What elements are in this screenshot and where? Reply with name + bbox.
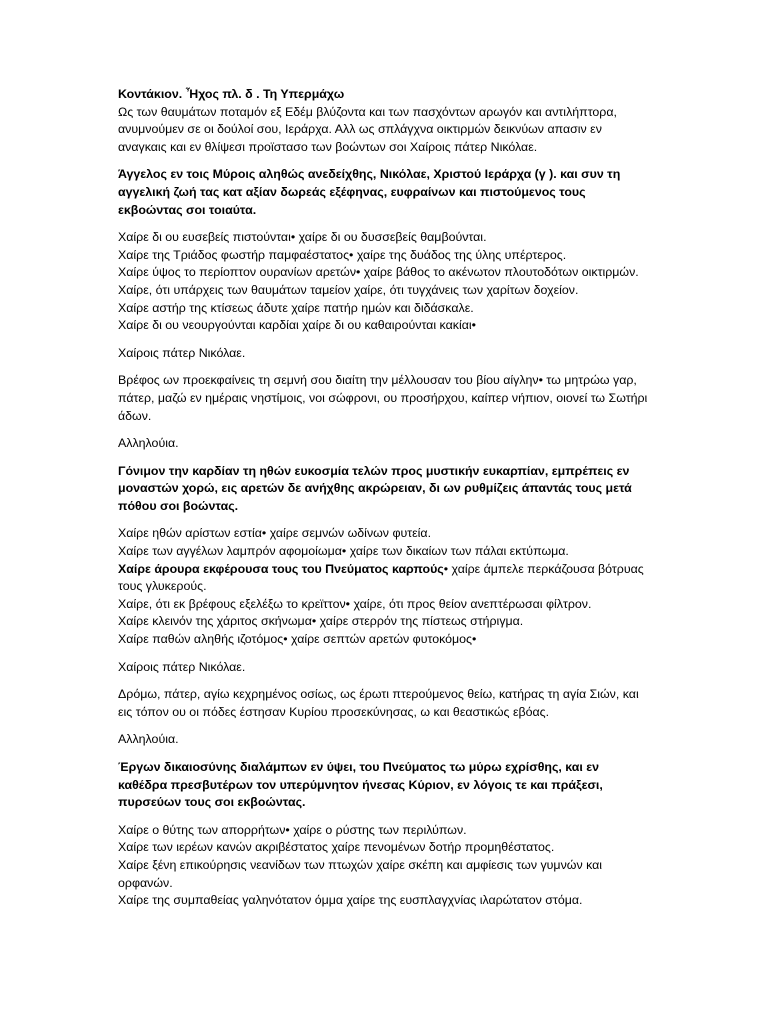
- kontakion-2-paragraph: Βρέφος ων προεκφαίνεις τη σεμνή σου διαίτη την μέλλουσαν του βίου αίγλην• τω μητρώω γαρ, πάτερ, μαζώ εν ημέραις νηστίμοις, νοι σώφρονι, ου προσήρχου, καίπερ νήπιον, οιονεί τω Σωτήρι άδων.: [118, 373, 648, 423]
- oikos-1-heading: Άγγελος εν τοις Μύροις αληθώς ανεδείχθης, Νικόλαε, Χριστού Ιεράρχα (γ ). και συν τη αγγελική ζωή τας κατ αξίαν δωρεάς εξέφηνας, ευφραίνων και πιστούμενος τους εκβοώντας σοι τοιαύτα.: [118, 167, 621, 217]
- chairetismos-line: Χαίρε αστήρ της κτίσεως άδυτε χαίρε πατήρ ημών και διδάσκαλε.: [118, 300, 474, 315]
- chairetismos-text-part: Χαίρε παθών αληθής ιζοτόμος• χαίρε σεπτών αρετών φυτοκόμος•: [118, 632, 477, 647]
- chairetismoi-3: [118, 822, 650, 910]
- chairetismos-line: Χαίρε της συμπαθείας γαληνότατον όμμα χαίρε της ευσπλαγχνίας ιλαρώτατον στόμα.: [118, 893, 583, 908]
- kontakion-heading: Κοντάκιον. Ἦχος πλ. δ . Τη Υπερμάχω: [118, 87, 345, 101]
- chairetismos-text-part: Χαίρε κλεινόν της χάριτος σκήνωμα• χαίρε στερρόν της πίστεως στήριγμα.: [118, 614, 524, 629]
- chairetismos-text-part: Χαίρε των αγγέλων λαμπρόν αφομοίωμα• χαίρε των δικαίων των πάλαι εκτύπωμα.: [118, 544, 569, 559]
- oikos-3-heading: Έργων δικαιοσύνης διαλάμπων εν ύψει, του Πνεύματος τω μύρω εχρίσθης, και εν καθέδρα πρεσβυτέρων τον υπερύμνητον ήνεσας Κύριον, εν λόγοις τε και πράξεσι, πυρσεύων τους σοι εκβοώντας.: [118, 760, 603, 810]
- kontakion-paragraph: [118, 86, 650, 156]
- chairetismos-line: Χαίρε, ότι υπάρχεις των θαυμάτων ταμείον χαίρε, ότι τυγχάνεις των χαρίτων δοχείον.: [118, 282, 579, 297]
- chairetismos-text-part: • χαίρε άμπελε περκάζουσα βότρυας τους γλυκερούς.: [118, 561, 644, 594]
- refrain-alleluia: Αλληλούια.: [118, 732, 179, 747]
- chairetismos-text-part: Χαίρε, ότι εκ βρέφους εξελέξω το κρεϊττον• χαίρε, ότι προς θείον ανεπτέρωσαι φίλτρον.: [118, 596, 592, 611]
- refrain-alleluia: Αλληλούια.: [118, 436, 179, 451]
- chairetismos-line: Χαίρε δι ου ευσεβείς πιστούνται• χαίρε δι ου δυσσεβείς θαμβούνται.: [118, 230, 487, 245]
- chairetismos-line: Χαίρε ο θύτης των απορρήτων• χαίρε ο ρύστης των περιλύπων.: [118, 822, 467, 837]
- refrain-chairois: Χαίροις πάτερ Νικόλαε.: [118, 345, 246, 360]
- refrain-chairois: Χαίροις πάτερ Νικόλαε.: [118, 659, 246, 674]
- chairetismos-line: [118, 613, 650, 631]
- chairetismos-line: Χαίρε των ιερέων κανών ακριβέστατος χαίρε πενομένων δοτήρ προμηθέστατος.: [118, 840, 555, 855]
- chairetismos-line: [118, 543, 650, 561]
- chairetismos-line: Χαίρε ξένη επικούρησις νεανίδων των πτωχών χαίρε σκέπη και αμφίεσις των γυμνών και ορφανών.: [118, 857, 603, 890]
- chairetismos-line: [118, 561, 650, 596]
- document-page: [118, 86, 650, 920]
- chairetismos-line: [118, 525, 650, 543]
- chairetismos-text-part: Χαίρε ηθών αρίστων εστία• χαίρε σεμνών ωδίνων φυτεία.: [118, 526, 432, 541]
- chairetismos-bold-part: Χαίρε άρουρα εκφέρουσα τους του Πνεύματος καρπούς: [118, 561, 444, 576]
- chairetismoi-2: [118, 525, 650, 648]
- chairetismos-line: Χαίρε δι ου νεουργούνται καρδίαι χαίρε δι ου καθαιρούνται κακίαι•: [118, 318, 476, 333]
- chairetismos-line: Χαίρε της Τριάδος φωστήρ παμφαέστατος• χαίρε της δυάδος της ύλης υπέρτερος.: [118, 247, 567, 262]
- chairetismos-line: [118, 596, 650, 614]
- kontakion-3-paragraph: Δρόμω, πάτερ, αγίω κεχρημένος οσίως, ως έρωτι πτερούμενος θείω, κατήρας τη αγία Σιών, και εις τόπον ου οι πόδες έστησαν Κυρίου προσεκύνησας, ω και θεαστικώς εβόας.: [118, 687, 639, 719]
- chairetismos-line: Χαίρε ύψος το περίοπτον ουρανίων αρετών• χαίρε βάθος το ακένωτον πλουτοδότων οικτιρμών.: [118, 265, 639, 280]
- kontakion-text: Ως των θαυμάτων ποταμόν εξ Εδέμ βλύζοντα και των πασχόντων αρωγόν και αντιλήπτορα, ανυμνούμεν σε οι δούλοί σου, Ιεράρχα. Αλλ ως σπλάγχνα οικτιρμών δεικνύων απασιν εν αναγκαις και εν θλίψεσι προϊστασο των βοώντων σοι Χαίροις πάτερ Νικόλαε.: [118, 104, 617, 154]
- chairetismos-line: [118, 631, 650, 649]
- chairetismoi-1: [118, 229, 650, 335]
- oikos-2-heading: Γόνιμον την καρδίαν τη ηθών ευκοσμία τελών προς μυστικήν ευκαρπίαν, εμπρέπεις εν μοναστών χορώ, εις αρετών δε ανήχθης ακρώρειαν, δι ων ρυθμίζεις άπαντάς τους μετά πόθου σοι βοώντας.: [118, 463, 632, 513]
